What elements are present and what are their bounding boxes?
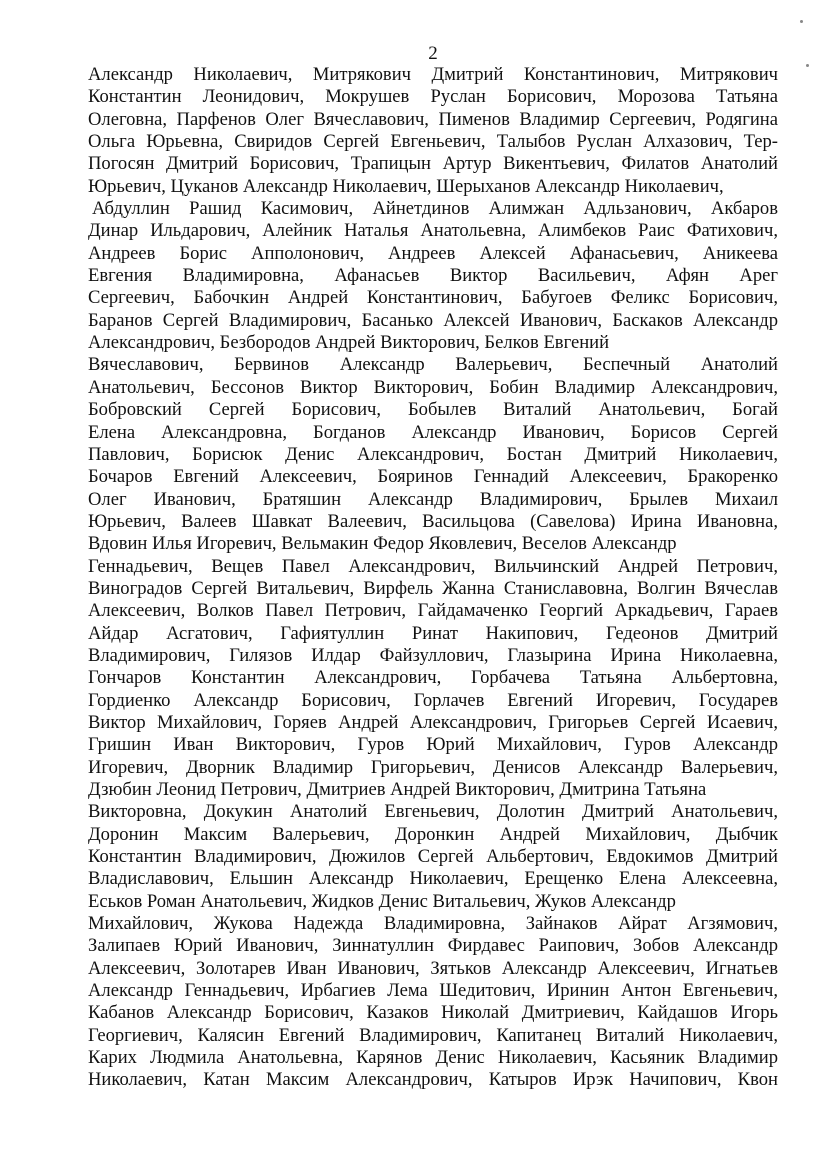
text-line: Кабанов Александр Борисович, Казаков Николай Дмитриевич, Кайдашов Игорь (88, 1002, 778, 1024)
text-line: Георгиевич, Калясин Евгений Владимирович, Капитанец Виталий Николаевич, (88, 1024, 778, 1046)
text-line: Олег Иванович, Братяшин Александр Владимирович, Брылев Михаил (88, 488, 778, 510)
text-line: Михайлович, Жукова Надежда Владимировна, Зайнаков Айрат Агзямович, (88, 913, 778, 935)
text-line: Вдовин Илья Игоревич, Вельмакин Федор Яковлевич, Веселов Александр (88, 533, 677, 555)
text-line: Игоревич, Дворник Владимир Григорьевич, Денисов Александр Валерьевич, (88, 756, 778, 778)
text-line: Виктор Михайлович, Горяев Андрей Александрович, Григорьев Сергей Исаевич, (88, 711, 778, 733)
text-line: Карих Людмила Анатольевна, Карянов Денис Николаевич, Касьяник Владимир (88, 1047, 778, 1069)
text-line: Гришин Иван Викторович, Гуров Юрий Михайлович, Гуров Александр (88, 734, 778, 756)
text-line: Павлович, Борисюк Денис Александрович, Бостан Дмитрий Николаевич, (88, 443, 778, 465)
text-line: Сергеевич, Бабочкин Андрей Константинович, Бабугоев Феликс Борисович, (88, 287, 778, 309)
text-line: Залипаев Юрий Иванович, Зиннатуллин Фирдавес Раипович, Зобов Александр (88, 935, 778, 957)
text-line: Айдар Асгатович, Гафиятуллин Ринат Накипович, Гедеонов Дмитрий (88, 622, 778, 644)
text-line: Константин Владимирович, Дюжилов Сергей Альбертович, Евдокимов Дмитрий (88, 846, 778, 868)
text-line: Гончаров Константин Александрович, Горбачева Татьяна Альбертовна, (88, 667, 778, 689)
text-line: Анатольевич, Бессонов Виктор Викторович, Бобин Владимир Александрович, (88, 376, 778, 398)
text-line: Викторовна, Докукин Анатолий Евгеньевич, Долотин Дмитрий Анатольевич, (88, 801, 778, 823)
text-line: Бобровский Сергей Борисович, Бобылев Виталий Анатольевич, Богай (88, 399, 778, 421)
text-line: Алексеевич, Волков Павел Петрович, Гайдамаченко Георгий Аркадьевич, Гараев (88, 600, 778, 622)
text-line: Олеговна, Парфенов Олег Вячеславович, Пименов Владимир Сергеевич, Родягина (88, 108, 778, 130)
text-line: Александрович, Безбородов Андрей Викторович, Белков Евгений (88, 332, 610, 354)
text-line: Доронин Максим Валерьевич, Доронкин Андрей Михайлович, Дыбчик (88, 823, 778, 845)
scan-speck (806, 64, 809, 67)
text-line: Андреев Борис Апполонович, Андреев Алексей Афанасьевич, Аникеева (88, 242, 778, 264)
text-line: Геннадьевич, Вещев Павел Александрович, Вильчинский Андрей Петрович, (88, 555, 778, 577)
text-line: Владимирович, Гилязов Илдар Файзуллович, Глазырина Ирина Николаевна, (88, 644, 778, 666)
text-line: Алексеевич, Золотарев Иван Иванович, Зятьков Александр Алексеевич, Игнатьев (88, 957, 778, 979)
text-line: Владиславович, Ельшин Александр Николаевич, Ерещенко Елена Алексеевна, (88, 868, 778, 890)
page-number: 2 (428, 43, 438, 64)
text-line: Александр Геннадьевич, Ирбагиев Лема Шедитович, Иринин Антон Евгеньевич, (88, 980, 778, 1002)
text-line: Александр Николаевич, Митрякович Дмитрий Константинович, Митрякович (88, 64, 778, 85)
text-line: Николаевич, Катан Максим Александрович, Катыров Ирэк Начипович, Квон (88, 1069, 778, 1091)
text-line: Баранов Сергей Владимирович, Басанько Алексей Иванович, Баскаков Александр (88, 309, 778, 331)
text-line: Погосян Дмитрий Борисович, Трапицын Артур Викентьевич, Филатов Анатолий (88, 153, 778, 175)
text-line: Абдуллин Рашид Касимович, Айнетдинов Алимжан Адльзанович, Акбаров (92, 198, 778, 220)
text-line: Евгения Владимировна, Афанасьев Виктор Васильевич, Афян Арег (88, 265, 778, 287)
scan-speck (800, 20, 803, 23)
name-list-text (88, 64, 778, 1092)
text-line: Гордиенко Александр Борисович, Горлачев Евгений Игоревич, Государев (88, 689, 778, 711)
text-line: Юрьевич, Валеев Шавкат Валеевич, Васильцова (Савелова) Ирина Ивановна, (88, 510, 778, 532)
text-line: Константин Леонидович, Мокрушев Руслан Борисович, Морозова Татьяна (88, 86, 778, 108)
text-line: Елена Александровна, Богданов Александр Иванович, Борисов Сергей (88, 421, 778, 443)
text-line: Юрьевич, Цуканов Александр Николаевич, Шерыханов Александр Николаевич, (88, 175, 724, 197)
text-line: Ольга Юрьевна, Свиридов Сергей Евгеньевич, Талыбов Руслан Алхазович, Тер- (88, 131, 778, 153)
text-line: Динар Ильдарович, Алейник Наталья Анатольевна, Алимбеков Раис Фатихович, (88, 220, 778, 242)
text-line: Вячеславович, Бервинов Александр Валерьевич, Беспечный Анатолий (88, 354, 778, 376)
text-line: Еськов Роман Анатольевич, Жидков Денис Витальевич, Жуков Александр (88, 890, 676, 912)
text-line: Виноградов Сергей Витальевич, Вирфель Жанна Станиславовна, Волгин Вячеслав (88, 577, 778, 599)
text-line: Бочаров Евгений Алексеевич, Бояринов Геннадий Алексеевич, Бракоренко (88, 466, 778, 488)
text-line: Дзюбин Леонид Петрович, Дмитриев Андрей Викторович, Дмитрина Татьяна (88, 779, 707, 800)
